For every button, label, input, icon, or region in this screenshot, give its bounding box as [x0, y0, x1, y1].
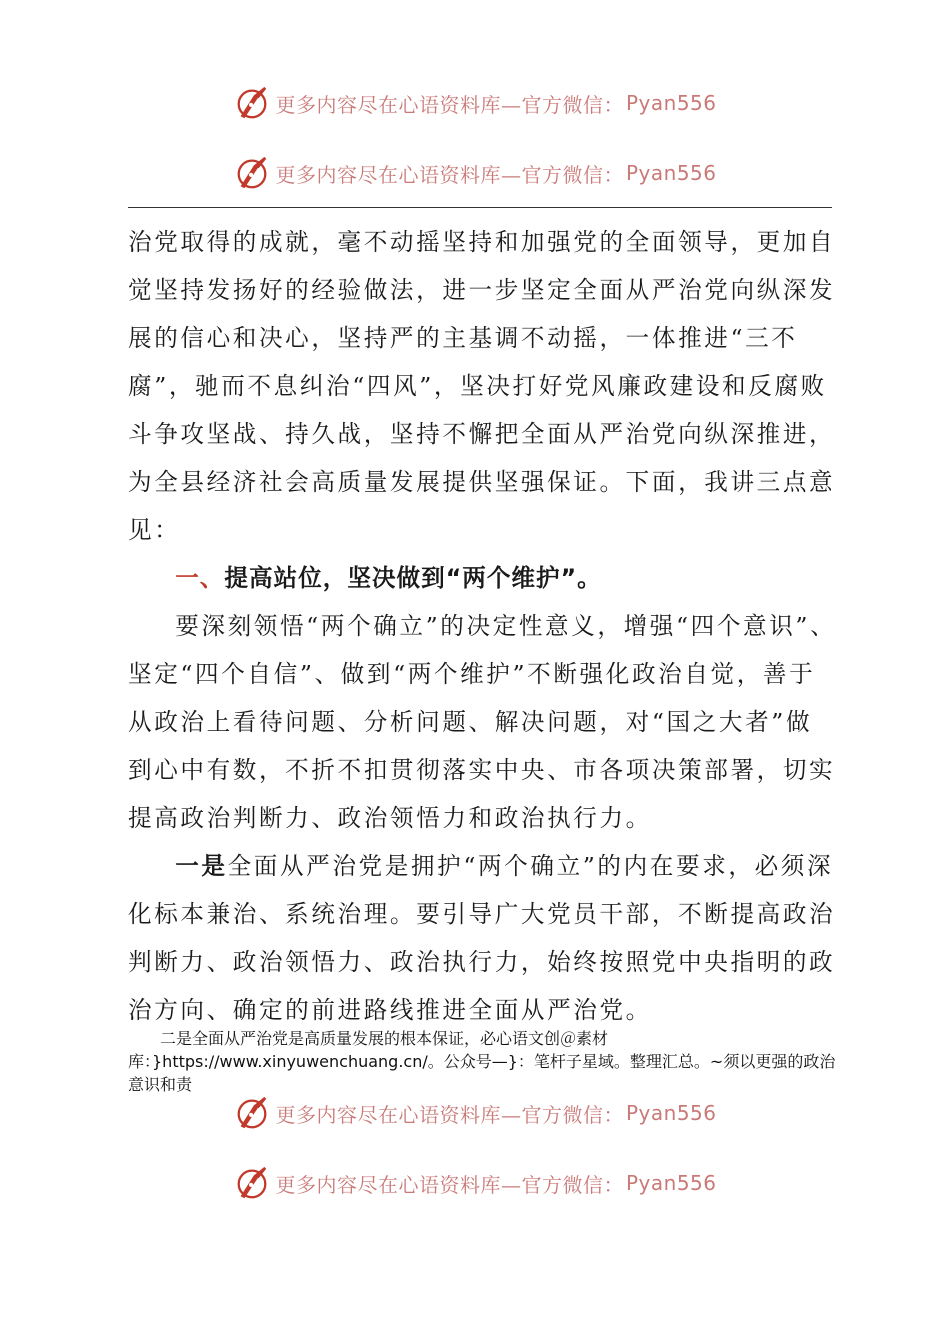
watermark-banner [0, 83, 950, 123]
header-divider [128, 207, 832, 208]
document-body [128, 218, 838, 1034]
footnote-text: 二是全面从严治党是高质量发展的根本保证，必心语文创＠素材库：}https://www.xinyuwenchuang.cn/。公众号—}：笔杆子星域。整理汇总。~须以更强的政治意识和责 [128, 1029, 836, 1094]
watermark-banner [0, 1093, 950, 1133]
paragraph-lead: 一是 [175, 852, 228, 880]
watermark-wechat-id: Pyan556 [625, 1101, 717, 1125]
watermark-text: 更多内容尽在心语资料库—官方微信： [275, 1172, 624, 1197]
page-footnote [128, 1027, 840, 1096]
paragraph [128, 842, 838, 1034]
pen-nib-logo-icon [233, 1094, 271, 1132]
watermark-banner [0, 1163, 950, 1203]
paragraph: 要深刻领悟“两个确立”的决定性意义，增强“四个意识”、坚定“四个自信”、做到“两个维护”不断强化政治自觉，善于从政治上看待问题、分析问题、解决问题，对“国之大者”做到心中有数，不折不扣贯彻落实中央、市各项决策部署，切实提高政治判断力、政治领悟力和政治执行力。 [128, 612, 837, 832]
watermark-wechat-id: Pyan556 [625, 91, 717, 115]
watermark-text: 更多内容尽在心语资料库—官方微信： [275, 1102, 624, 1127]
paragraph-continued: 治党取得的成就，毫不动摇坚持和加强党的全面领导，更加自觉坚持发扬好的经验做法，进一步坚定全面从严治党向纵深发展的信心和决心，坚持严的主基调不动摇，一体推进“三不腐”，驰而不息纠治“四风”，坚决打好党风廉政建设和反腐败斗争攻坚战、持久战，坚持不懈把全面从严治党向纵深推进，为全县经济社会高质量发展提供坚强保证。下面，我讲三点意见： [128, 228, 836, 544]
paragraph-text: 全面从严治党是拥护“两个确立”的内在要求，必须深化标本兼治、系统治理。要引导广大党员干部，不断提高政治判断力、政治领悟力、政治执行力，始终按照党中央指明的政治方向、确定的前进路线推进全面从严治党。 [128, 852, 836, 1024]
section-number: 一、 [175, 564, 225, 592]
watermark-wechat-id: Pyan556 [625, 1171, 717, 1195]
pen-nib-logo-icon [233, 154, 271, 192]
watermark-text: 更多内容尽在心语资料库—官方微信： [275, 92, 624, 117]
section-title: 提高站位，坚决做到“两个维护”。 [224, 564, 602, 592]
watermark-text: 更多内容尽在心语资料库—官方微信： [275, 162, 624, 187]
section-heading [128, 554, 838, 602]
watermark-banner [0, 153, 950, 193]
pen-nib-logo-icon [233, 1164, 271, 1202]
pen-nib-logo-icon [233, 84, 271, 122]
watermark-wechat-id: Pyan556 [625, 161, 717, 185]
